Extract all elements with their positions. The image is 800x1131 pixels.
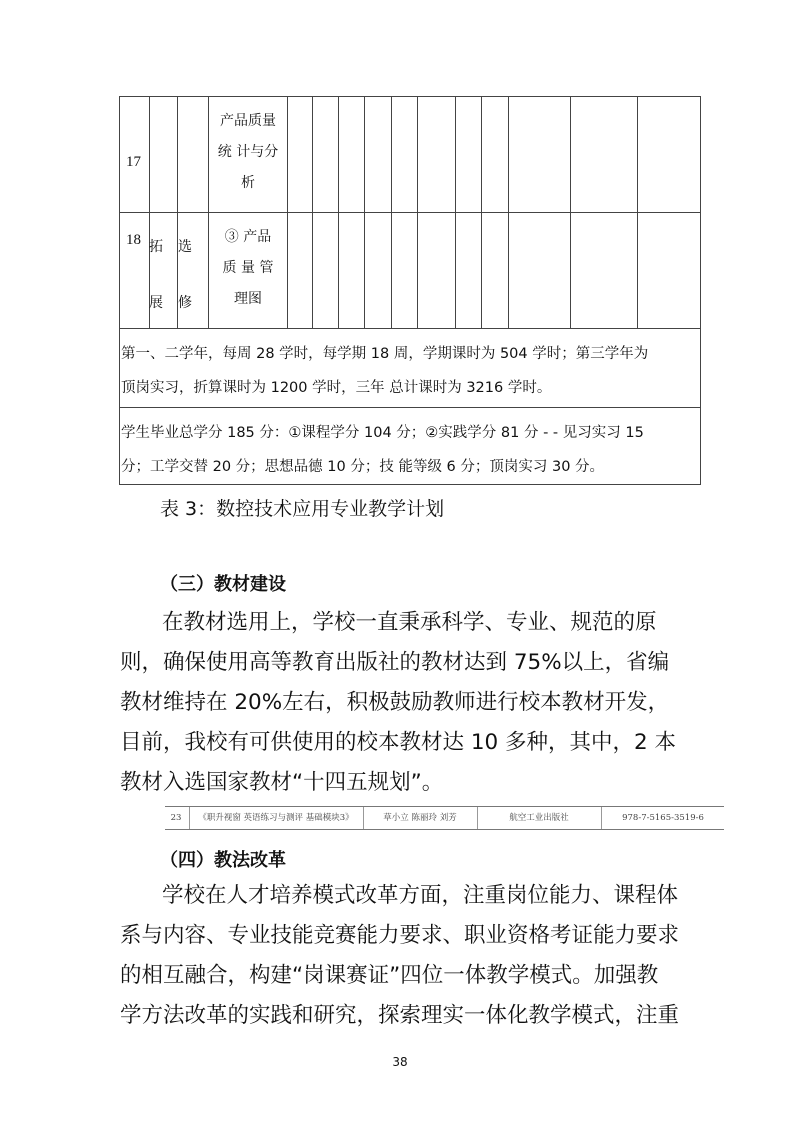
section-heading: （四）教法改革 [160, 850, 286, 871]
paragraph-line: 学方法改革的实践和研究，探索理实一体化教学模式，注重 [120, 1003, 680, 1028]
type-cell-top: 选 [178, 239, 192, 255]
course-name-cell [209, 106, 287, 199]
paragraph-line: 学校在人才培养模式改革方面，注重岗位能力、课程体 [162, 883, 679, 908]
category-cell-top: 拓 [149, 239, 163, 255]
category-cell-bottom: 展 [149, 295, 163, 311]
cell-divider [363, 807, 364, 829]
table-caption: 表 3：数控技术应用专业教学计划 [160, 498, 445, 520]
teaching-plan-table [119, 96, 701, 485]
paragraph-line: 的相互融合，构建“岗课赛证”四位一体教学模式。加强教 [120, 963, 659, 988]
textbook-row [165, 806, 724, 830]
note-line: 第一、二学年，每周 28 学时，每学期 18 周，学期课时为 504 学时；第三学年为 [121, 346, 649, 362]
paragraph-line: 系与内容、专业技能竞赛能力要求、职业资格考证能力要求 [120, 923, 680, 948]
section-heading: （三）教材建设 [160, 574, 286, 595]
paragraph-line: 在教材选用上，学校一直秉承科学、专业、规范的原 [162, 610, 657, 635]
course-name-cell [209, 222, 287, 315]
row-divider [119, 407, 701, 408]
hours-note [121, 337, 648, 405]
row-divider [119, 212, 701, 213]
course-name-line: ③ 产品 [224, 229, 272, 245]
credits-note [121, 416, 644, 484]
book-title: 《职升视窗 英语练习与测评 基础模块3》 [198, 813, 354, 823]
course-name-line: 理图 [234, 291, 262, 307]
note-line: 分；工学交替 20 分；思想品德 10 分；技 能等级 6 分；顶岗实习 30 分。 [121, 459, 605, 475]
row-number: 18 [126, 232, 141, 248]
course-name-line: 产品质量 [220, 113, 276, 129]
course-name-line: 析 [241, 175, 255, 191]
book-publisher: 航空工业出版社 [509, 813, 569, 823]
cell-divider [189, 807, 190, 829]
row-number: 17 [126, 154, 141, 170]
paragraph-line: 教材维持在 20%左右，积极鼓励教师进行校本教材开发， [120, 690, 670, 715]
cell-divider [601, 807, 602, 829]
paragraph-line: 则，确保使用高等教育出版社的教材达到 75%以上，省编 [120, 650, 670, 675]
section-paragraph [120, 876, 700, 1036]
row-divider [119, 328, 701, 329]
course-name-line: 质 量 管 [222, 260, 274, 276]
section-paragraph [120, 603, 700, 803]
cell-divider [477, 807, 478, 829]
book-index: 23 [170, 813, 182, 823]
type-cell-bottom: 修 [178, 295, 192, 311]
paragraph-line: 目前，我校有可供使用的校本教材达 10 多种，其中，2 本 [120, 730, 677, 755]
book-authors: 草小立 陈丽玲 刘芳 [383, 813, 457, 823]
book-isbn: 978-7-5165-3519-6 [622, 813, 704, 823]
page-number: 38 [392, 1055, 408, 1069]
course-name-line: 统 计与分 [217, 144, 279, 160]
note-line: 顶岗实习，折算课时为 1200 学时，三年 总计课时为 3216 学时。 [121, 380, 552, 396]
paragraph-line: 教材入选国家教材“十四五规划”。 [120, 770, 444, 795]
note-line: 学生毕业总学分 185 分：①课程学分 104 分；②实践学分 81 分 - - 见习实习 15 [121, 425, 644, 441]
